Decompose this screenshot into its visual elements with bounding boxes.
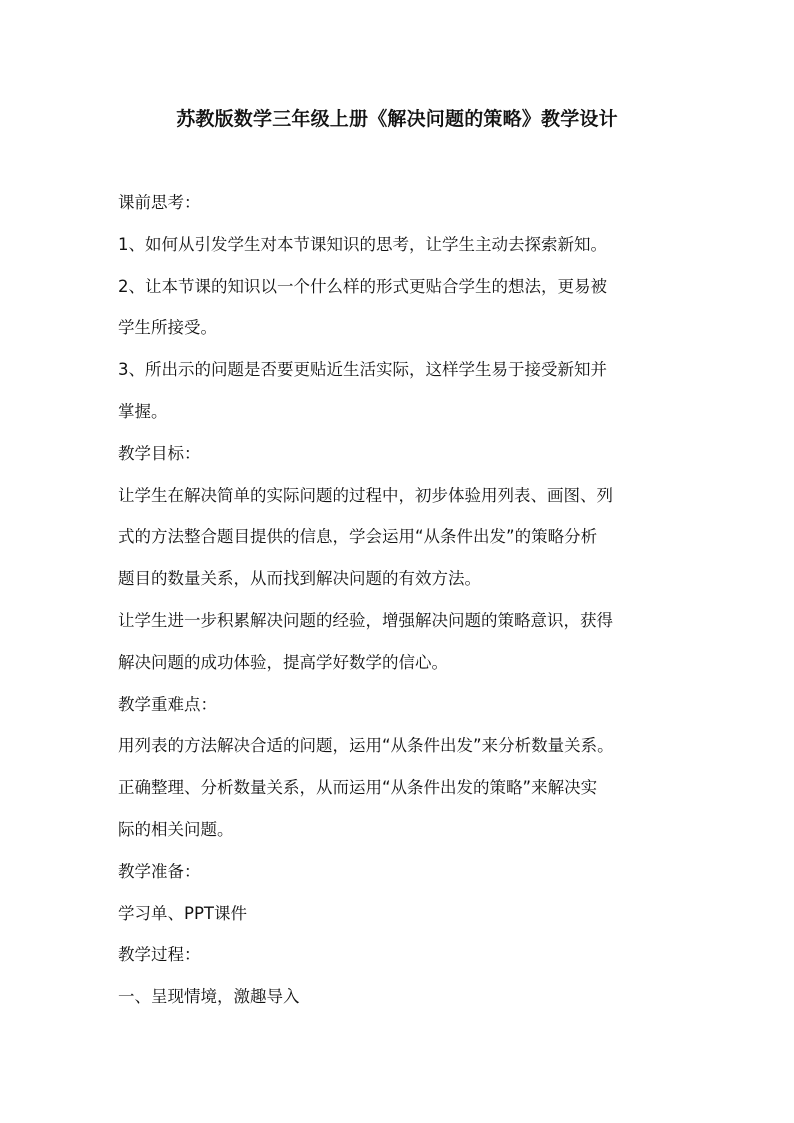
body-line: 课前思考： — [118, 193, 201, 212]
body-line: 学生所接受。 — [118, 318, 217, 338]
body-line: 教学重难点： — [118, 694, 217, 714]
document-title: 苏教版数学三年级上册《解决问题的策略》教学设计 — [176, 108, 618, 130]
body-line: 掌握。 — [118, 401, 168, 421]
body-line: 教学目标： — [118, 443, 201, 463]
body-line: 际的相关问题。 — [118, 819, 234, 839]
body-line: 式的方法整合题目提供的信息，学会运用“从条件出发”的策略分析 — [118, 527, 598, 547]
body-line: 2、让本节课的知识以一个什么样的形式更贴合学生的想法，更易被 — [118, 276, 607, 296]
body-line: 一、呈现情境，激趣导入 — [118, 987, 300, 1007]
body-line: 题目的数量关系，从而找到解决问题的有效方法。 — [118, 569, 481, 589]
document-body — [118, 182, 678, 1018]
body-line: 正确整理、分析数量关系，从而运用“从条件出发的策略”来解决实 — [118, 778, 598, 798]
body-line: 用列表的方法解决合适的问题，运用“从条件出发”来分析数量关系。 — [118, 736, 614, 756]
body-line: 1、如何从引发学生对本节课知识的思考，让学生主动去探索新知。 — [118, 234, 607, 254]
body-line: 学习单、PPT课件 — [118, 903, 247, 923]
body-line: 教学准备： — [118, 861, 201, 881]
body-line: 教学过程： — [118, 945, 201, 965]
body-line: 让学生进一步积累解决问题的经验，增强解决问题的策略意识，获得 — [118, 610, 613, 630]
body-line: 3、所出示的问题是否要更贴近生活实际，这样学生易于接受新知并 — [118, 360, 607, 380]
body-line: 让学生在解决简单的实际问题的过程中，初步体验用列表、画图、列 — [118, 485, 613, 505]
body-line: 解决问题的成功体验，提高学好数学的信心。 — [118, 652, 448, 672]
